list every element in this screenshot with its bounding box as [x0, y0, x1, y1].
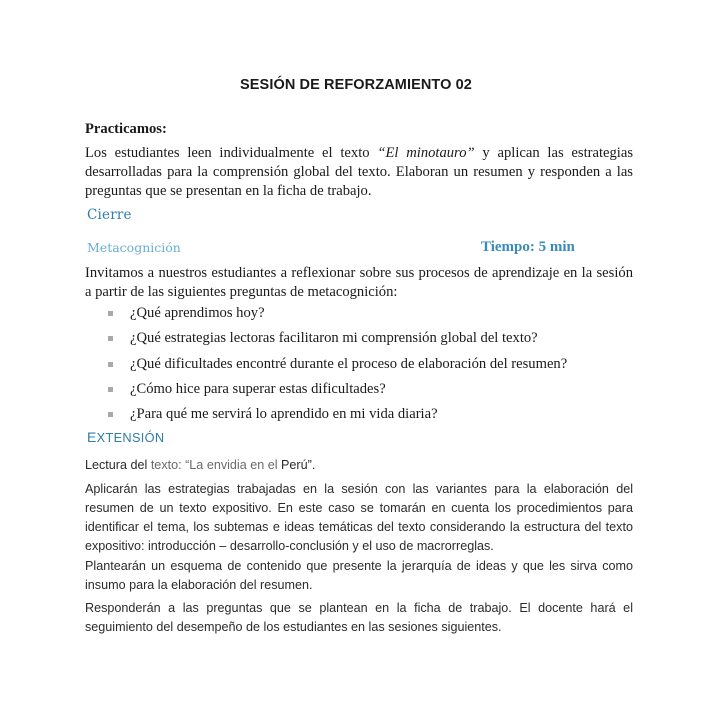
practicamos-text-end: y aplican las estrategias desarrolladas para la comprensión global del texto. Elaboran un resumen y responden a las preguntas que se presentan en la ficha de trabajo. — [85, 145, 634, 199]
lectura-prefix: Lectura del — [85, 458, 151, 472]
question-text: ¿Para qué me servirá lo aprendido en mi vida diaria? — [130, 406, 438, 423]
square-bullet-icon — [108, 362, 113, 367]
question-text: ¿Cómo hice para superar estas dificultades? — [130, 380, 386, 397]
responderan-paragraph: Responderán a las preguntas que se plantean en la ficha de trabajo. El docente hará el seguimiento del desempeño de los estudiantes en las sesiones siguientes. — [85, 601, 633, 634]
practicamos-heading: Practicamos: — [85, 121, 167, 137]
cierre-intro-paragraph: Invitamos a nuestros estudiantes a reflexionar sobre sus procesos de aprendizaje en la sesión a partir de las siguientes preguntas de metacognición: — [85, 265, 633, 300]
list-item — [108, 355, 567, 380]
list-item — [108, 304, 567, 329]
metacognition-question-list — [108, 304, 567, 430]
question-text: ¿Qué dificultades encontré durante el proceso de elaboración del resumen? — [130, 355, 568, 372]
list-item — [108, 380, 567, 405]
practicamos-text-title: “El minotauro” — [377, 145, 475, 161]
practicamos-text-start: Los estudiantes leen individualmente el texto — [85, 145, 378, 161]
practicamos-paragraph — [85, 144, 633, 201]
square-bullet-icon — [108, 387, 113, 392]
time-label: Tiempo: 5 min — [481, 239, 575, 255]
square-bullet-icon — [108, 311, 113, 316]
page-title: SESIÓN DE REFORZAMIENTO 02 — [240, 77, 472, 93]
lectura-end: Perú”. — [281, 458, 316, 472]
extension-heading-rest: XTENSIÓN — [96, 430, 165, 445]
extension-heading-initial: E — [87, 429, 97, 445]
lectura-line — [85, 456, 633, 475]
cierre-heading: Cierre — [87, 207, 132, 223]
square-bullet-icon — [108, 336, 113, 341]
aplicaran-paragraph: Aplicarán las estrategias trabajadas en la sesión con las variantes para la elaboración del resumen de un texto expositivo. En este caso se tomarán en cuenta los procedimientos para identificar el tema, los subtemas e ideas temáticas del texto considerando la estructura del texto expositivo: introducción – desarrollo-conclusión y el uso de macrorreglas. — [85, 482, 633, 553]
metacognicion-label: Metacognición — [87, 240, 181, 255]
list-item — [108, 329, 567, 354]
extension-heading — [87, 429, 164, 445]
metacognicion-row — [87, 240, 587, 260]
question-text: ¿Qué aprendimos hoy? — [130, 305, 265, 321]
list-item — [108, 405, 567, 430]
square-bullet-icon — [108, 412, 113, 417]
question-text: ¿Qué estrategias lectoras facilitaron mi comprensión global del texto? — [130, 330, 538, 347]
lectura-title: texto: “La envidia en el — [150, 458, 282, 472]
plantearan-paragraph: Plantearán un esquema de contenido que presente la jerarquía de ideas y que les sirva como insumo para la elaboración del resumen. — [85, 559, 633, 592]
